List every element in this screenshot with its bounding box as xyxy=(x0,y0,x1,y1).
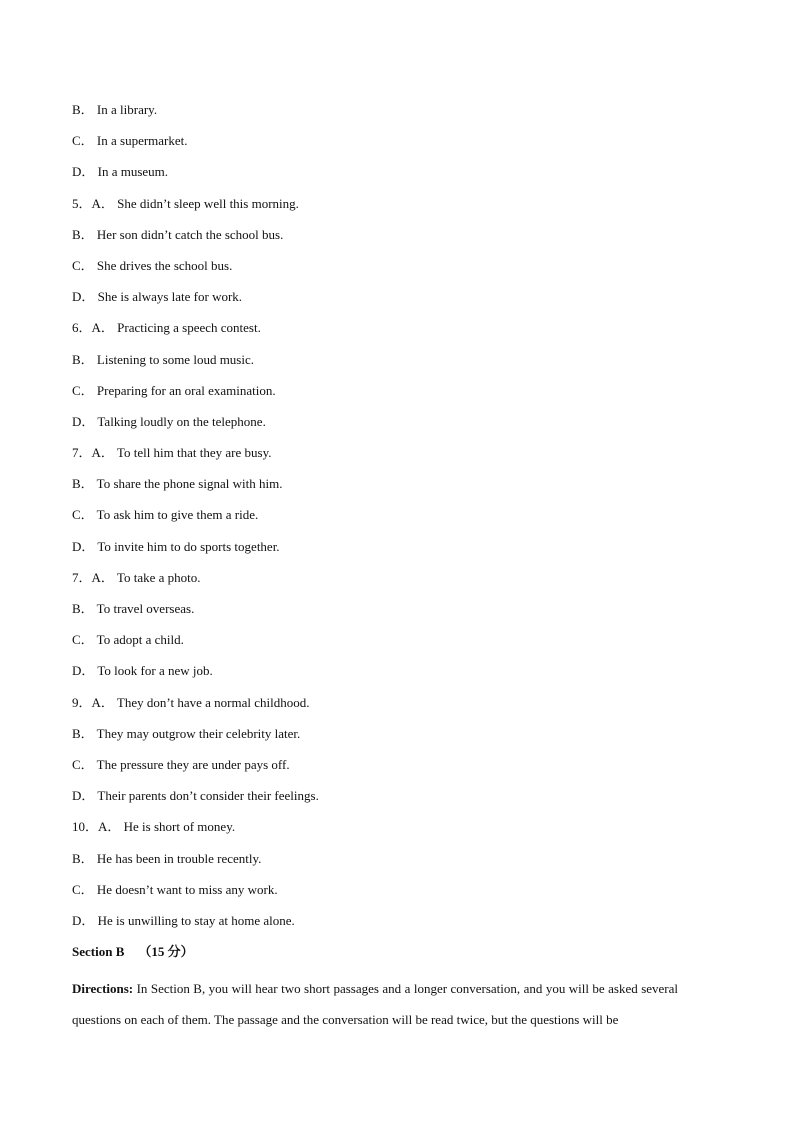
option-text: C． In a supermarket. xyxy=(72,133,188,149)
option-text: C． To ask him to give them a ride. xyxy=(72,507,259,523)
option-line xyxy=(72,225,722,256)
option-line xyxy=(72,287,722,318)
question-number: 5． xyxy=(72,195,92,211)
question-options xyxy=(72,100,722,1036)
option-line xyxy=(72,817,722,848)
option-line xyxy=(72,537,722,568)
option-line xyxy=(72,412,722,443)
directions-paragraph xyxy=(72,973,678,1035)
option-text: C． Preparing for an oral examination. xyxy=(72,382,276,398)
option-text: A． Practicing a speech contest. xyxy=(91,320,261,336)
option-text: D． Talking loudly on the telephone. xyxy=(72,413,266,429)
directions-text: In Section B, you will hear two short passages and a longer conversation, and you will be asked several questions on each of them. The passage and the conversation will be read twice, but the questions will be xyxy=(72,981,678,1028)
option-text: A． They don’t have a normal childhood. xyxy=(91,694,310,710)
section-title xyxy=(72,942,722,973)
option-text: D． She is always late for work. xyxy=(72,289,243,305)
option-line xyxy=(72,755,722,786)
option-text: B． Listening to some loud music. xyxy=(72,351,254,367)
option-line xyxy=(72,131,722,162)
option-line xyxy=(72,350,722,381)
option-line xyxy=(72,693,722,724)
option-line xyxy=(72,599,722,630)
option-text: D． He is unwilling to stay at home alone. xyxy=(72,912,295,928)
option-line xyxy=(72,162,722,193)
option-text: A． She didn’t sleep well this morning. xyxy=(91,195,299,211)
question-number: 6． xyxy=(72,320,92,336)
section-score: （15 分） xyxy=(138,944,194,960)
option-line xyxy=(72,630,722,661)
option-text: A． He is short of money. xyxy=(98,819,236,835)
option-line xyxy=(72,318,722,349)
option-line xyxy=(72,256,722,287)
option-line xyxy=(72,505,722,536)
option-text: A． To take a photo. xyxy=(91,569,201,585)
option-text: A． To tell him that they are busy. xyxy=(91,445,272,461)
question-number: 10． xyxy=(72,819,99,835)
option-line xyxy=(72,100,722,131)
option-line xyxy=(72,880,722,911)
option-text: B． He has been in trouble recently. xyxy=(72,850,262,866)
option-line xyxy=(72,724,722,755)
option-line xyxy=(72,443,722,474)
option-line xyxy=(72,911,722,942)
question-number: 7． xyxy=(72,569,92,585)
directions-label: Directions: xyxy=(72,981,134,997)
question-number: 9． xyxy=(72,694,92,710)
option-text: C． The pressure they are under pays off. xyxy=(72,756,290,772)
option-text: C． She drives the school bus. xyxy=(72,257,233,273)
option-line xyxy=(72,474,722,505)
option-text: B． To share the phone signal with him. xyxy=(72,476,283,492)
option-text: C． He doesn’t want to miss any work. xyxy=(72,881,278,897)
option-text: D． Their parents don’t consider their feelings. xyxy=(72,788,319,804)
option-line xyxy=(72,661,722,692)
option-line xyxy=(72,194,722,225)
question-number: 7． xyxy=(72,445,92,461)
option-text: B． Her son didn’t catch the school bus. xyxy=(72,226,284,242)
option-text: C． To adopt a child. xyxy=(72,632,184,648)
option-text: B． They may outgrow their celebrity later. xyxy=(72,725,301,741)
option-line xyxy=(72,568,722,599)
option-text: B． In a library. xyxy=(72,102,158,117)
option-line xyxy=(72,849,722,880)
option-line xyxy=(72,786,722,817)
option-line xyxy=(72,381,722,412)
option-text: D． To invite him to do sports together. xyxy=(72,538,280,554)
option-text: D． To look for a new job. xyxy=(72,663,213,679)
option-text: D． In a museum. xyxy=(72,164,169,180)
option-text: B． To travel overseas. xyxy=(72,601,195,616)
section-name: Section B xyxy=(72,944,125,960)
